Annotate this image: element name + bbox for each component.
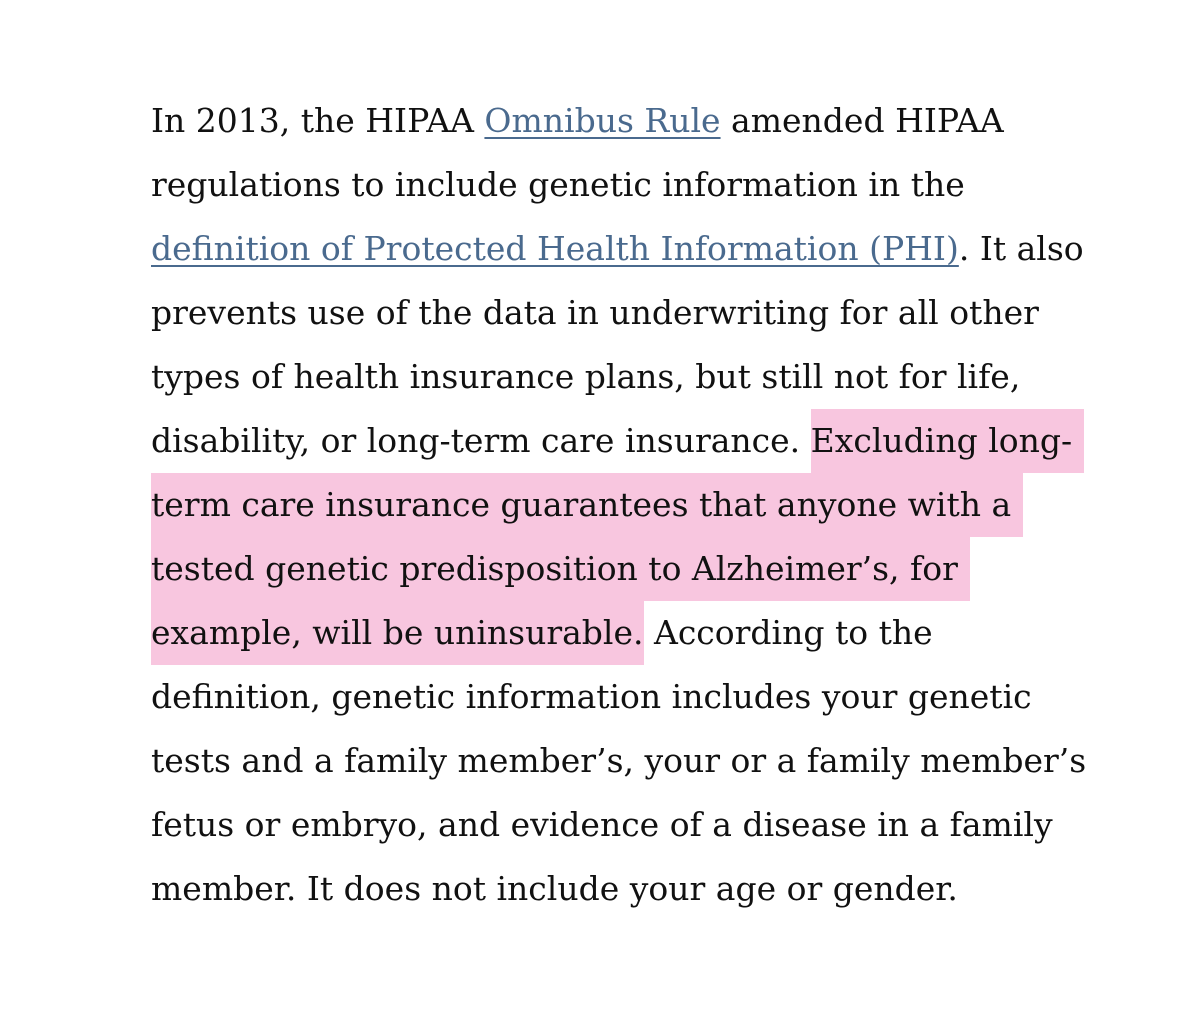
text-line (151, 601, 1071, 665)
text-line: definition, genetic information includes your genetic (151, 677, 1032, 716)
text-line (151, 217, 1084, 281)
phi-definition-link[interactable]: definition of Protected Health Information (PHI) (151, 229, 959, 268)
highlighted-text: tested genetic predisposition to Alzheimer’s, for (151, 537, 970, 601)
text-segment: . It also (958, 229, 1084, 268)
omnibus-rule-link[interactable]: Omnibus Rule (484, 101, 721, 140)
text-line (151, 409, 1071, 473)
article-paragraph (151, 89, 1087, 921)
text-line: fetus or embryo, and evidence of a disease in a family (151, 805, 1053, 844)
text-line (151, 89, 1071, 153)
text-line (151, 473, 1071, 537)
text-segment: amended HIPAA (720, 101, 1004, 140)
highlighted-text: Excluding long- (811, 409, 1085, 473)
text-segment: In 2013, the HIPAA (151, 101, 485, 140)
text-line (151, 537, 1071, 601)
text-segment: disability, or long-term care insurance. (151, 421, 811, 460)
text-line: regulations to include genetic information in the (151, 165, 965, 204)
text-segment: According to the (643, 613, 933, 652)
text-line: tests and a family member’s, your or a family member’s (151, 741, 1087, 780)
text-line: member. It does not include your age or gender. (151, 869, 958, 908)
highlighted-text: example, will be uninsurable. (151, 601, 644, 665)
text-line: types of health insurance plans, but still not for life, (151, 357, 1021, 396)
text-line: prevents use of the data in underwriting for all other (151, 293, 1039, 332)
highlighted-text: term care insurance guarantees that anyone with a (151, 473, 1023, 537)
